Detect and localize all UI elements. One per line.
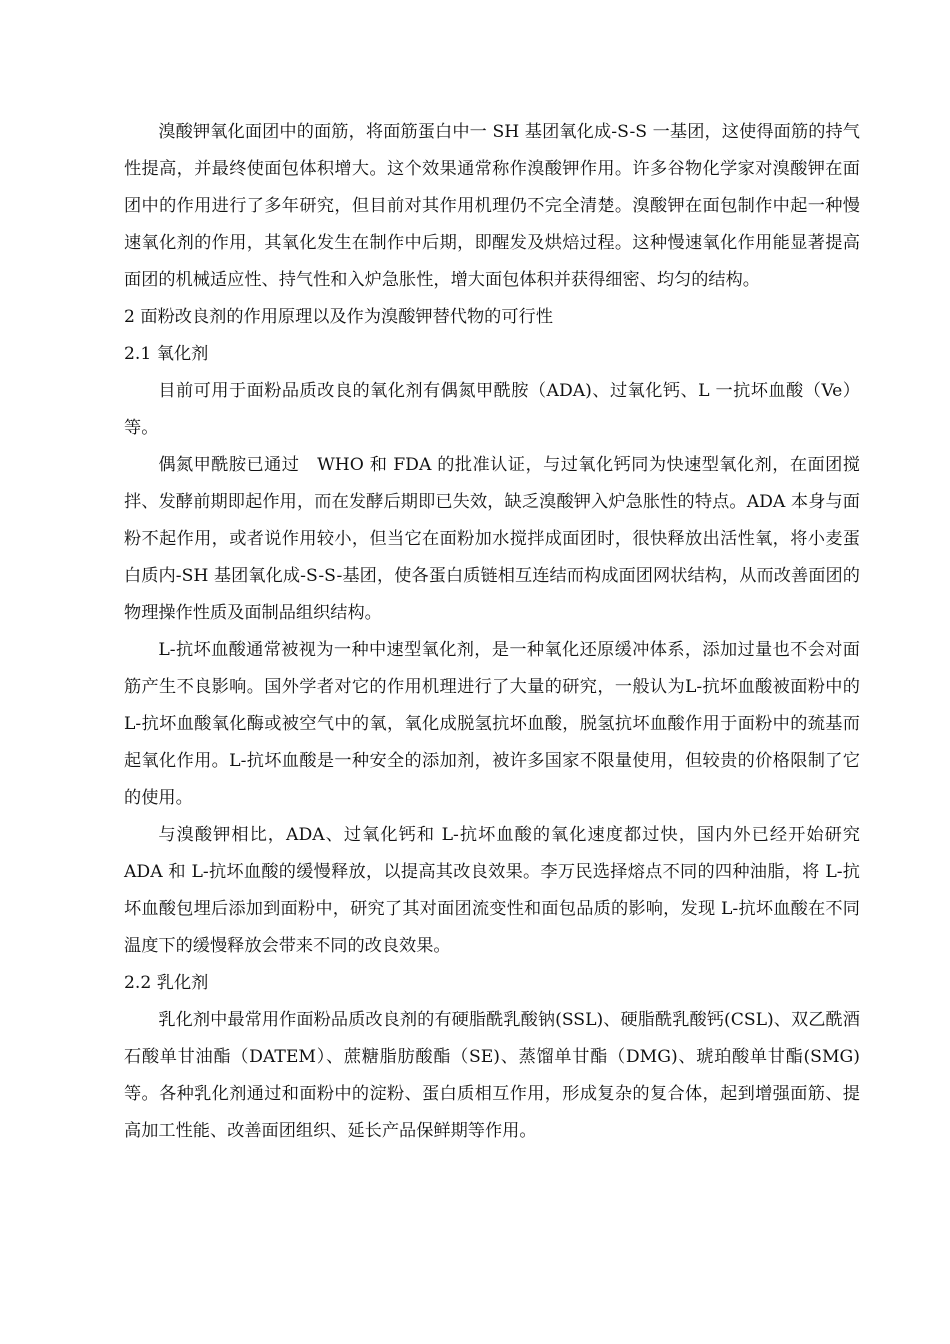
paragraph-ada: 偶氮甲酰胺已通过 WHO 和 FDA 的批准认证，与过氧化钙同为快速型氧化剂，在面团搅拌、发酵前期即起作用，而在发酵后期即已失效，缺乏溴酸钾入炉急胀性的特点。ADA 本身与面粉不起作用，或者说作用较小，但当它在面粉加水搅拌成面团时，很快释放出活性氧，将小麦蛋白质内-SH 基团氧化成-S-S-基团，使各蛋白质链相互连结而构成面团网状结构，从而改善面团的物理操作性质及面制品组织结构。: [124, 455, 860, 623]
paragraph-slow-release: 与溴酸钾相比，ADA、过氧化钙和 L-抗坏血酸的氧化速度都过快，国内外已经开始研究 ADA 和 L-抗坏血酸的缓慢释放，以提高其改良效果。李万民选择熔点不同的四种油脂，将 L-抗坏血酸包埋后添加到面粉中，研究了其对面团流变性和面包品质的影响，发现 L-抗坏血酸在不同温度下的缓慢释放会带来不同的改良效果。: [124, 825, 860, 956]
paragraph-potassium-bromate-effect: 溴酸钾氧化面团中的面筋，将面筋蛋白中一 SH 基团氧化成-S-S 一基团，这使得面筋的持气性提高，并最终使面包体积增大。这个效果通常称作溴酸钾作用。许多谷物化学家对溴酸钾在面团中的作用进行了多年研究，但目前对其作用机理仍不完全清楚。溴酸钾在面包制作中起一种慢速氧化剂的作用，其氧化发生在制作中后期，即醒发及烘焙过程。这种慢速氧化作用能显著提高面团的机械适应性、持气性和入炉急胀性，增大面包体积并获得细密、均匀的结构。: [124, 122, 860, 290]
document-page: [124, 114, 860, 1150]
paragraph-emulsifiers: 乳化剂中最常用作面粉品质改良剂的有硬脂酰乳酸钠(SSL)、硬脂酰乳酸钙(CSL)、双乙酰酒石酸单甘油酯（DATEM）、蔗糖脂肪酸酯（SE)、蒸馏单甘酯（DMG)、琥珀酸单甘酯(SMG)等。各种乳化剂通过和面粉中的淀粉、蛋白质相互作用，形成复杂的复合体，起到增强面筋、提高加工性能、改善面团组织、延长产品保鲜期等作用。: [124, 1010, 860, 1141]
paragraph-oxidizers-list: 目前可用于面粉品质改良的氧化剂有偶氮甲酰胺（ADA)、过氧化钙、L 一抗坏血酸（Ve）等。: [124, 381, 860, 438]
section-heading-2-1: 2.1 氧化剂: [124, 344, 209, 364]
section-heading-2-2: 2.2 乳化剂: [124, 973, 209, 993]
section-heading-2: 2 面粉改良剂的作用原理以及作为溴酸钾替代物的可行性: [124, 307, 553, 327]
paragraph-ascorbic-acid: L-抗坏血酸通常被视为一种中速型氧化剂，是一种氧化还原缓冲体系，添加过量也不会对面筋产生不良影响。国外学者对它的作用机理进行了大量的研究，一般认为L-抗坏血酸被面粉中的 L-抗坏血酸氧化酶或被空气中的氧，氧化成脱氢抗坏血酸，脱氢抗坏血酸作用于面粉中的巯基而起氧化作用。L-抗坏血酸是一种安全的添加剂，被许多国家不限量使用，但较贵的价格限制了它的使用。: [124, 640, 860, 808]
